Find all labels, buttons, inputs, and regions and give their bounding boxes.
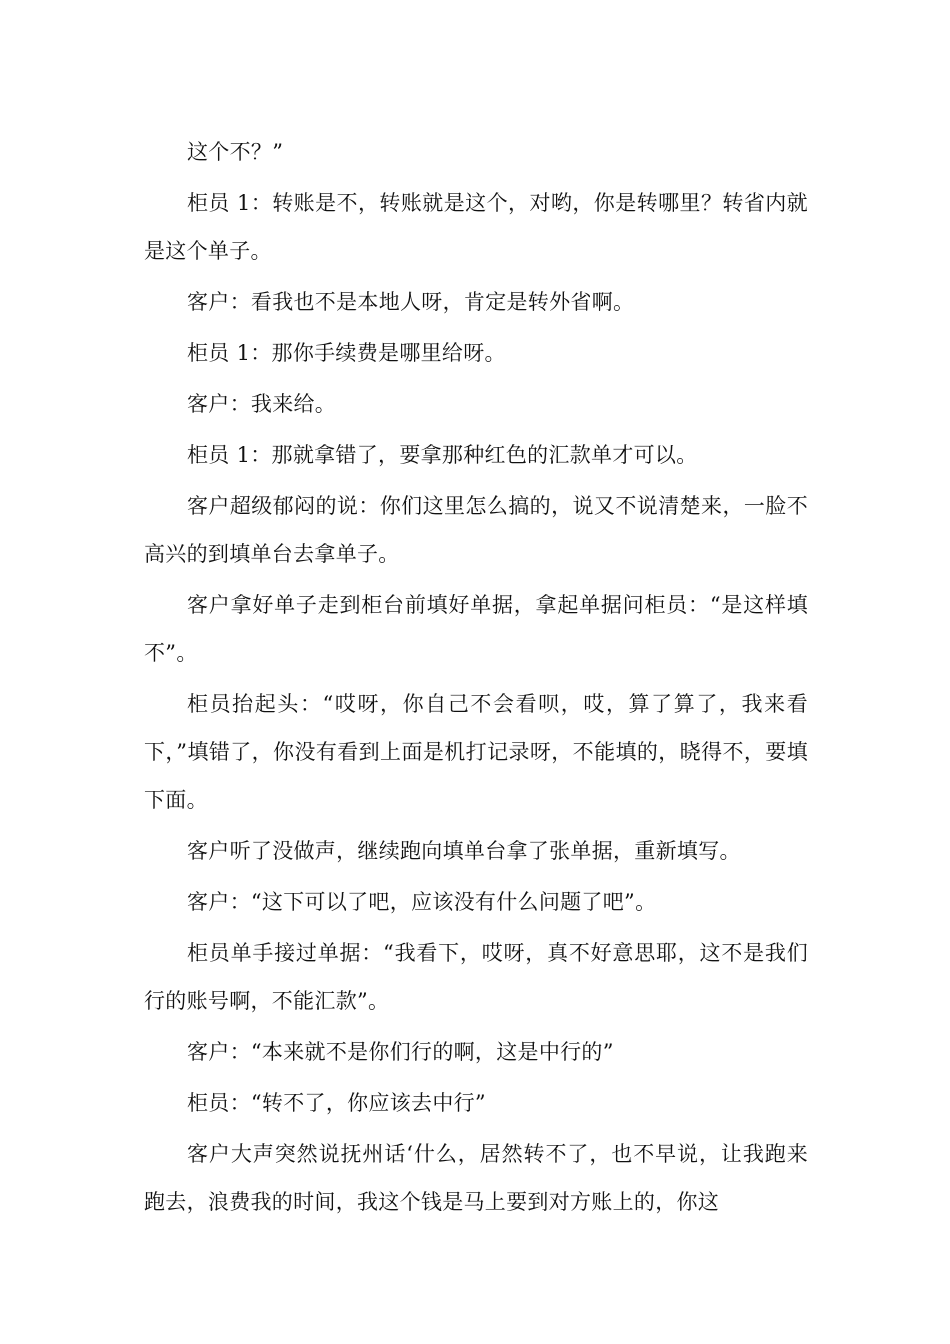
paragraph-13: 客户：“本来就不是你们行的啊，这是中行的” (187, 1040, 614, 1064)
paragraph-6: 柜员 1：那就拿错了，要拿那种红色的汇款单才可以。 (187, 443, 698, 467)
paragraph-3: 客户：看我也不是本地人呀，肯定是转外省啊。 (187, 290, 635, 314)
document-body (144, 128, 808, 1229)
paragraph-7: 客户超级郁闷的说：你们这里怎么搞的，说又不说清楚来，一脸不高兴的到填单台去拿单子。 (144, 494, 808, 566)
paragraph-10: 客户听了没做声，继续跑向填单台拿了张单据，重新填写。 (187, 839, 741, 863)
paragraph-9: 柜员抬起头：“哎呀，你自己不会看呗，哎，算了算了，我来看下，”填错了，你没有看到上面是机打记录呀，不能填的，晓得不，要填下面。 (144, 692, 808, 812)
paragraph-8: 客户拿好单子走到柜台前填好单据，拿起单据问柜员：“是这样填不”。 (144, 593, 808, 665)
paragraph-15: 客户大声突然说抚州话‘什么，居然转不了，也不早说，让我跑来跑去，浪费我的时间，我这个钱是马上要到对方账上的，你这 (144, 1142, 808, 1214)
paragraph-4: 柜员 1：那你手续费是哪里给呀。 (187, 341, 506, 365)
paragraph-2: 柜员 1：转账是不，转账就是这个，对哟，你是转哪里？转省内就是这个单子。 (144, 191, 808, 263)
paragraph-12: 柜员单手接过单据：“我看下，哎呀，真不好意思耶，这不是我们行的账号啊，不能汇款”。 (144, 941, 808, 1013)
paragraph-5: 客户：我来给。 (187, 392, 337, 416)
paragraph-1: 这个不？” (187, 140, 284, 164)
paragraph-14: 柜员：“转不了，你应该去中行” (187, 1091, 486, 1115)
paragraph-11: 客户：“这下可以了吧，应该没有什么问题了吧”。 (187, 890, 657, 914)
